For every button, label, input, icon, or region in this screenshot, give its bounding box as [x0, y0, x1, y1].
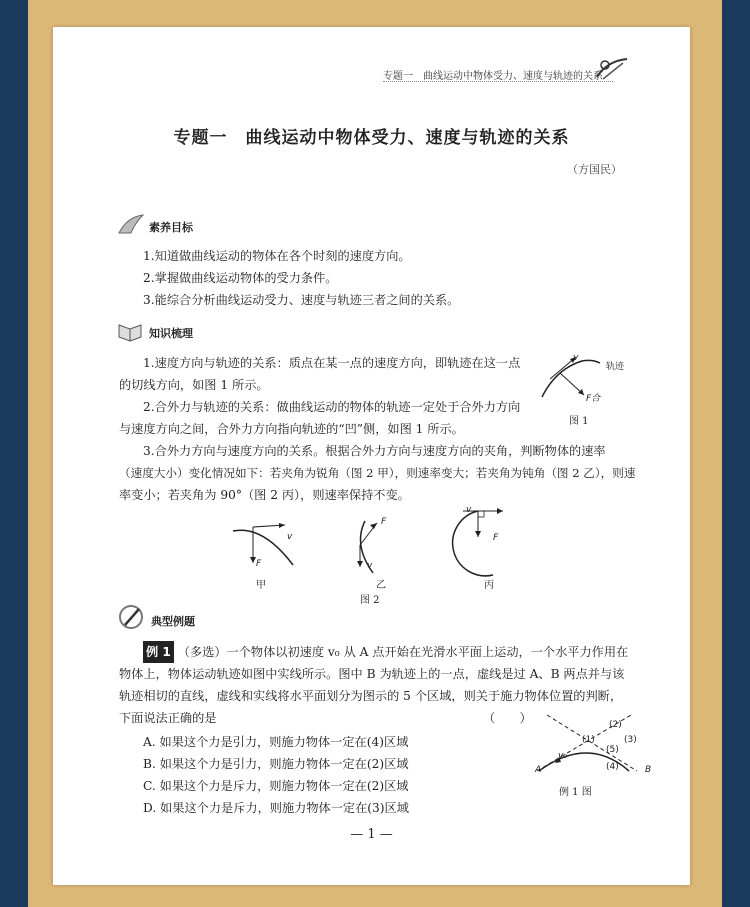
knowledge-line: 的切线方向，如图 1 所示。: [119, 378, 269, 392]
fig1-caption: 图 1: [569, 416, 589, 427]
header-divider: [383, 81, 613, 82]
book-icon: [117, 319, 145, 343]
fig1-label-f: F合: [586, 394, 601, 404]
knowledge-line: 1.速度方向与轨迹的关系：质点在某一点的速度方向，即轨迹在这一点: [143, 356, 521, 370]
point-a-label: A: [535, 765, 542, 775]
pen-logo-icon: [593, 55, 633, 83]
example-stem-line: 轨迹相切的直线，虚线和实线将水平面划分为图示的 5 个区域，则关于施力物体位置的判断，: [119, 689, 623, 703]
goal-item: 3.能综合分析曲线运动受力、速度与轨迹三者之间的关系。: [143, 293, 460, 307]
region-label: (2): [609, 720, 622, 730]
quill-icon: [117, 213, 147, 237]
point-b-label: B: [645, 765, 652, 775]
fig2-sub-c: 丙: [484, 580, 494, 591]
goal-item: 1.知道做曲线运动的物体在各个时刻的速度方向。: [143, 249, 411, 263]
document-page: [53, 27, 690, 885]
knowledge-line: 3.合外力方向与速度方向的关系。根据合外力方向与速度方向的夹角，判断物体的速率: [143, 444, 606, 458]
example-badge: 例 1: [143, 641, 174, 663]
fig2a-label-v: v: [287, 532, 293, 542]
v0-label: v₀: [558, 751, 567, 761]
goal-item: 2.掌握做曲线运动物体的受力条件。: [143, 271, 338, 285]
example-fig-caption: 例 1 图: [559, 787, 592, 798]
region-label: (1): [582, 735, 595, 745]
page-title: 专题一 曲线运动中物体受力、速度与轨迹的关系: [173, 128, 570, 148]
example-1-figure: [533, 713, 643, 779]
fig2b-label-v: v: [367, 561, 373, 571]
running-header: 专题一 曲线运动中物体受力、速度与轨迹的关系: [383, 71, 603, 82]
option-a: A. 如果这个力是引力，则施力物体一定在(4)区域: [143, 735, 409, 749]
fig2b-label-f: F: [381, 517, 387, 527]
answer-paren: （ ）: [483, 711, 532, 725]
example-stem-line: 物体上，物体运动轨迹如图中实线所示。图中 B 为轨迹上的一点，虚线是过 A、B 两点并与该: [119, 667, 625, 681]
fig2c-label-v: v: [466, 505, 472, 515]
example-stem-line: 下面说法正确的是: [119, 711, 217, 725]
fig2a-label-f: F: [256, 559, 262, 569]
region-label: (5): [606, 745, 619, 755]
page-number: — 1 —: [350, 827, 393, 842]
section-heading-examples: 典型例题: [151, 615, 195, 628]
option-c: C. 如果这个力是斥力，则施力物体一定在(2)区域: [143, 779, 409, 793]
knowledge-line: 2.合外力与轨迹的关系：做曲线运动的物体的轨迹一定处于合外力方向: [143, 400, 521, 414]
section-heading-goals: 素养目标: [149, 221, 193, 234]
fig2-caption: 图 2: [360, 595, 380, 606]
region-label: (3): [624, 735, 637, 745]
region-label: (4): [606, 762, 619, 772]
option-d: D. 如果这个力是斥力，则施力物体一定在(3)区域: [143, 801, 409, 815]
fig1-label-v: v: [573, 353, 579, 363]
pencil-circle-icon: [117, 603, 145, 631]
fig1-label-track: 轨迹: [606, 362, 625, 372]
knowledge-line: 与速度方向之间，合外力方向指向轨迹的“凹”侧，如图 1 所示。: [119, 422, 464, 436]
knowledge-line: （速度大小）变化情况如下：若夹角为锐角（图 2 甲），则速率变大；若夹角为钝角（图 2 乙），则速: [119, 466, 636, 480]
option-b: B. 如果这个力是引力，则施力物体一定在(2)区域: [143, 757, 409, 771]
fig2-sub-a: 甲: [256, 580, 266, 591]
example-stem-line: 例 1 （多选）一个物体以初速度 v₀ 从 A 点开始在光滑水平面上运动，一个水平力作用在: [143, 641, 628, 663]
author: （方国民）: [567, 163, 622, 176]
figure-2: [223, 505, 523, 585]
fig2c-label-f: F: [493, 533, 499, 543]
section-heading-knowledge: 知识梳理: [149, 327, 193, 340]
knowledge-line: 率变小；若夹角为 90°（图 2 丙），则速率保持不变。: [119, 488, 410, 502]
fig2-sub-b: 乙: [376, 580, 386, 591]
